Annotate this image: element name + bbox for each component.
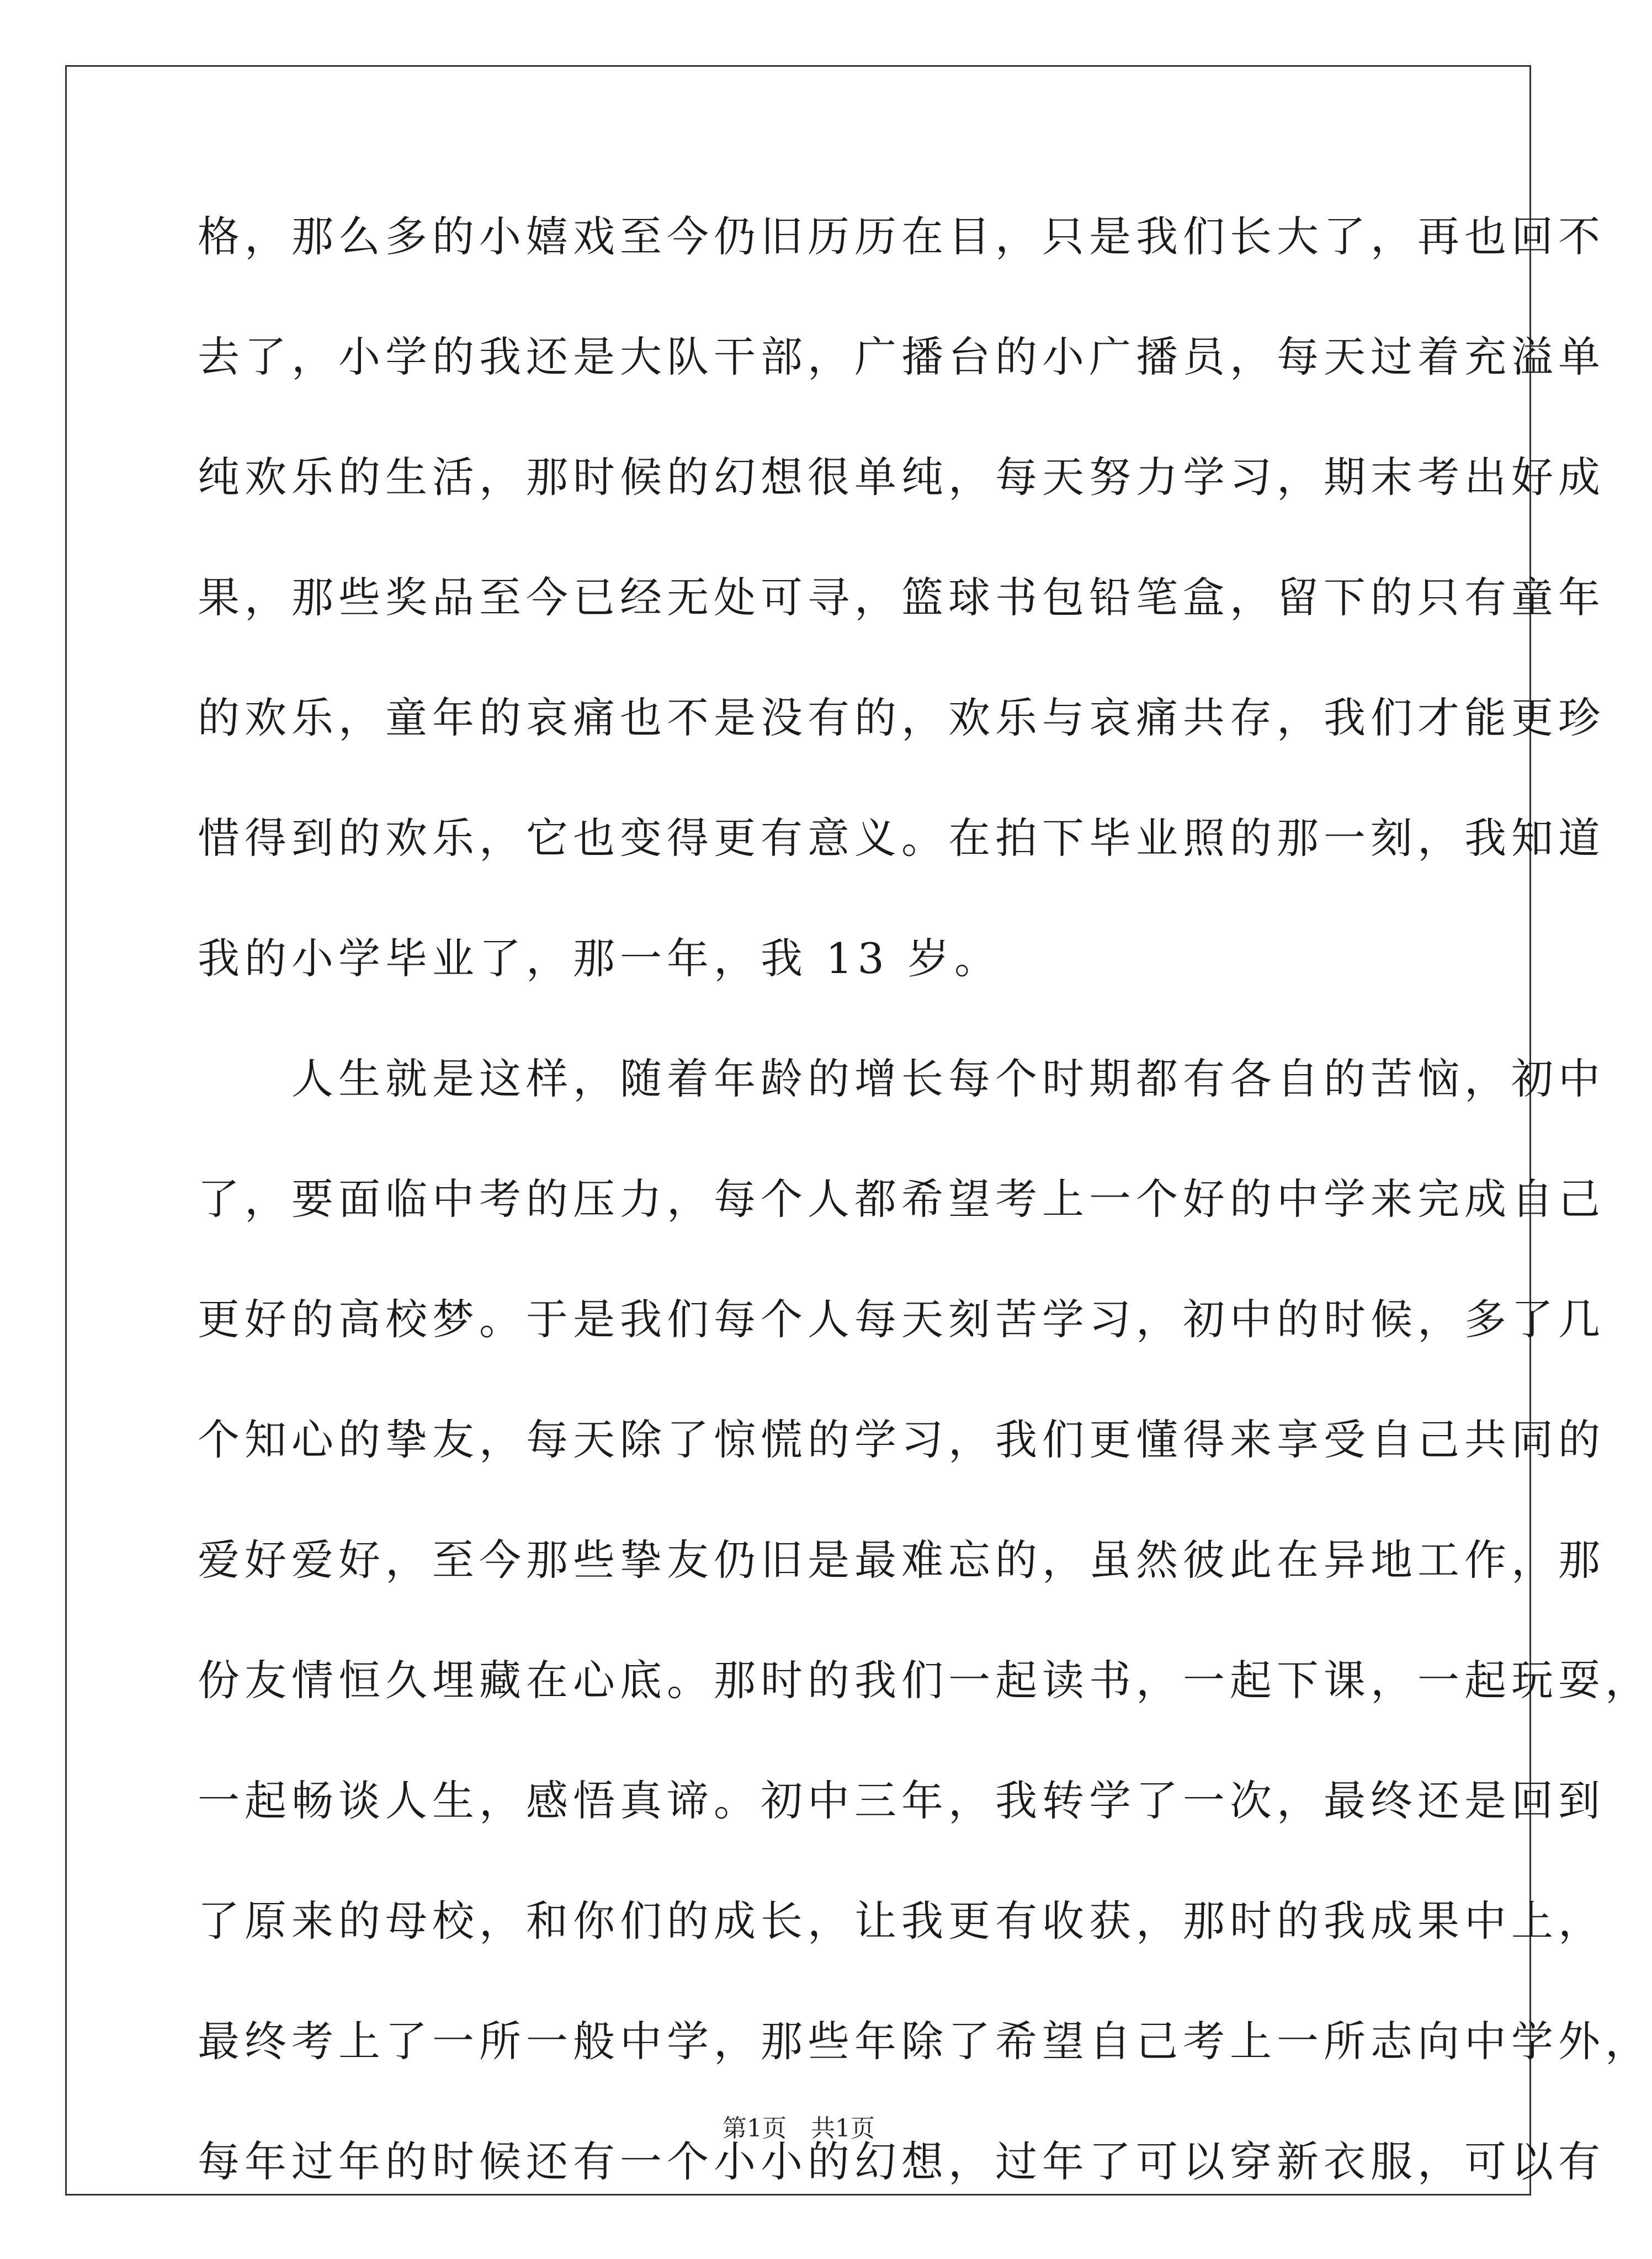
text-line: 最终考上了一所一般中学，那些年除了希望自己考上一所志向中学外，: [198, 2017, 1652, 2066]
text-line: 更好的高校梦。于是我们每个人每天刻苦学习，初中的时候，多了几: [198, 1295, 1605, 1344]
text-line: 一起畅谈人生，感悟真谛。初中三年，我转学了一次，最终还是回到: [198, 1776, 1605, 1825]
text-line: 纯欢乐的生活，那时候的幻想很单纯，每天努力学习，期末考出好成: [198, 453, 1605, 502]
text-line: 去了，小学的我还是大队干部，广播台的小广播员，每天过着充溢单: [198, 332, 1605, 381]
page-footer: 第1页 共1页: [723, 2114, 875, 2143]
text-line: 了，要面临中考的压力，每个人都希望考上一个好的中学来完成自己: [198, 1174, 1605, 1224]
text-line: 果，那些奖品至今已经无处可寻，篮球书包铅笔盒，留下的只有童年: [198, 573, 1605, 622]
text-line: 惜得到的欢乐，它也变得更有意义。在拍下毕业照的那一刻，我知道: [198, 814, 1605, 863]
text-line: 每年过年的时候还有一个小小的幻想，过年了可以穿新衣服，可以有: [198, 2137, 1605, 2186]
text-line: 我的小学毕业了，那一年，我 13 岁。: [198, 934, 1002, 983]
text-line: 格，那么多的小嬉戏至今仍旧历历在目，只是我们长大了，再也回不: [198, 212, 1605, 261]
paragraph-start-line: 人生就是这样，随着年龄的增长每个时期都有各自的苦恼，初中: [291, 1054, 1605, 1103]
text-line: 爱好爱好，至今那些挚友仍旧是最难忘的，虽然彼此在异地工作，那: [198, 1535, 1605, 1585]
text-line: 了原来的母校，和你们的成长，让我更有收获，那时的我成果中上，: [198, 1896, 1605, 1946]
document-body: [198, 177, 1652, 2222]
text-line: 份友情恒久埋藏在心底。那时的我们一起读书，一起下课，一起玩耍，: [198, 1656, 1652, 1705]
text-line: 个知心的挚友，每天除了惊慌的学习，我们更懂得来享受自己共同的: [198, 1415, 1605, 1464]
text-line: 的欢乐，童年的哀痛也不是没有的，欢乐与哀痛共存，我们才能更珍: [198, 693, 1605, 742]
